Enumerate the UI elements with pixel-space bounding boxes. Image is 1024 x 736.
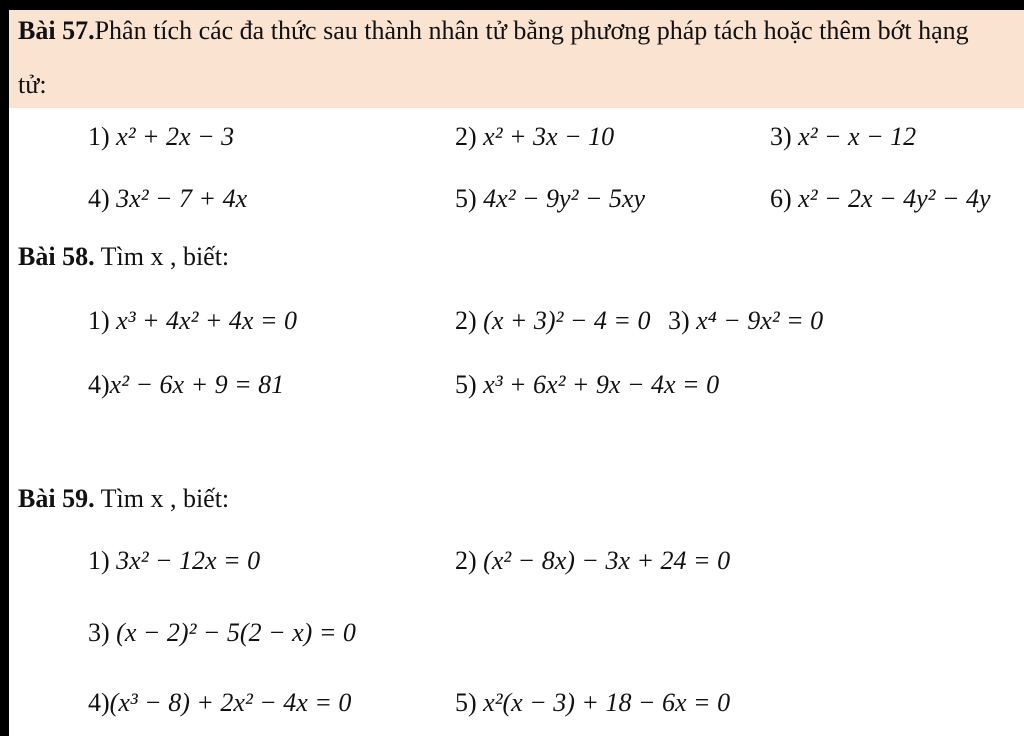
exercise-57-item-4: 4) 3x² − 7 + 4x: [88, 184, 248, 213]
exercise-58-label: Bài 58.: [18, 242, 95, 271]
exercise-58-item-3: 3) x⁴ − 9x² = 0: [668, 306, 824, 335]
exercise-59-item-1: 1) 3x² − 12x = 0: [88, 546, 261, 575]
top-frame-border: [0, 0, 1024, 10]
exercise-57-item-6: 6) x² − 2x − 4y² − 4y: [770, 184, 991, 213]
exercise-57-text: Phân tích các đa thức sau thành nhân tử bằng phương pháp tách hoặc thêm bớt hạng: [94, 16, 969, 45]
exercise-58-item-2: 2) (x + 3)² − 4 = 0: [455, 306, 651, 335]
exercise-58-item-1: 1) x³ + 4x² + 4x = 0: [88, 306, 298, 335]
exercise-57-label: Bài 57.: [18, 16, 95, 45]
exercise-58-heading: [18, 240, 229, 274]
exercise-59-label: Bài 59.: [18, 484, 95, 513]
exercise-57-item-1: 1) x² + 2x − 3: [88, 122, 235, 151]
exercise-59-heading: [18, 482, 229, 516]
exercise-57-heading: [18, 14, 1024, 48]
exercise-59-text: Tìm x , biết:: [94, 484, 230, 513]
exercise-57-item-2: 2) x² + 3x − 10: [455, 122, 615, 151]
exercise-59-item-3: 3) (x − 2)² − 5(2 − x) = 0: [88, 618, 356, 647]
exercise-59-item-2: 2) (x² − 8x) − 3x + 24 = 0: [455, 546, 731, 575]
exercise-58-text: Tìm x , biết:: [94, 242, 230, 271]
exercise-58-item-5: 5) x³ + 6x² + 9x − 4x = 0: [455, 370, 720, 399]
exercise-57-item-5: 5) 4x² − 9y² − 5xy: [455, 184, 646, 213]
exercise-59-item-5: 5) x²(x − 3) + 18 − 6x = 0: [455, 688, 731, 717]
exercise-59-item-4: 4)(x³ − 8) + 2x² − 4x = 0: [88, 688, 352, 717]
exercise-57-item-3: 3) x² − x − 12: [770, 122, 917, 151]
left-frame-border: [0, 0, 9, 736]
exercise-58-item-4: 4)x² − 6x + 9 = 81: [88, 370, 285, 399]
exercise-57-text-continued: tử:: [18, 70, 47, 99]
